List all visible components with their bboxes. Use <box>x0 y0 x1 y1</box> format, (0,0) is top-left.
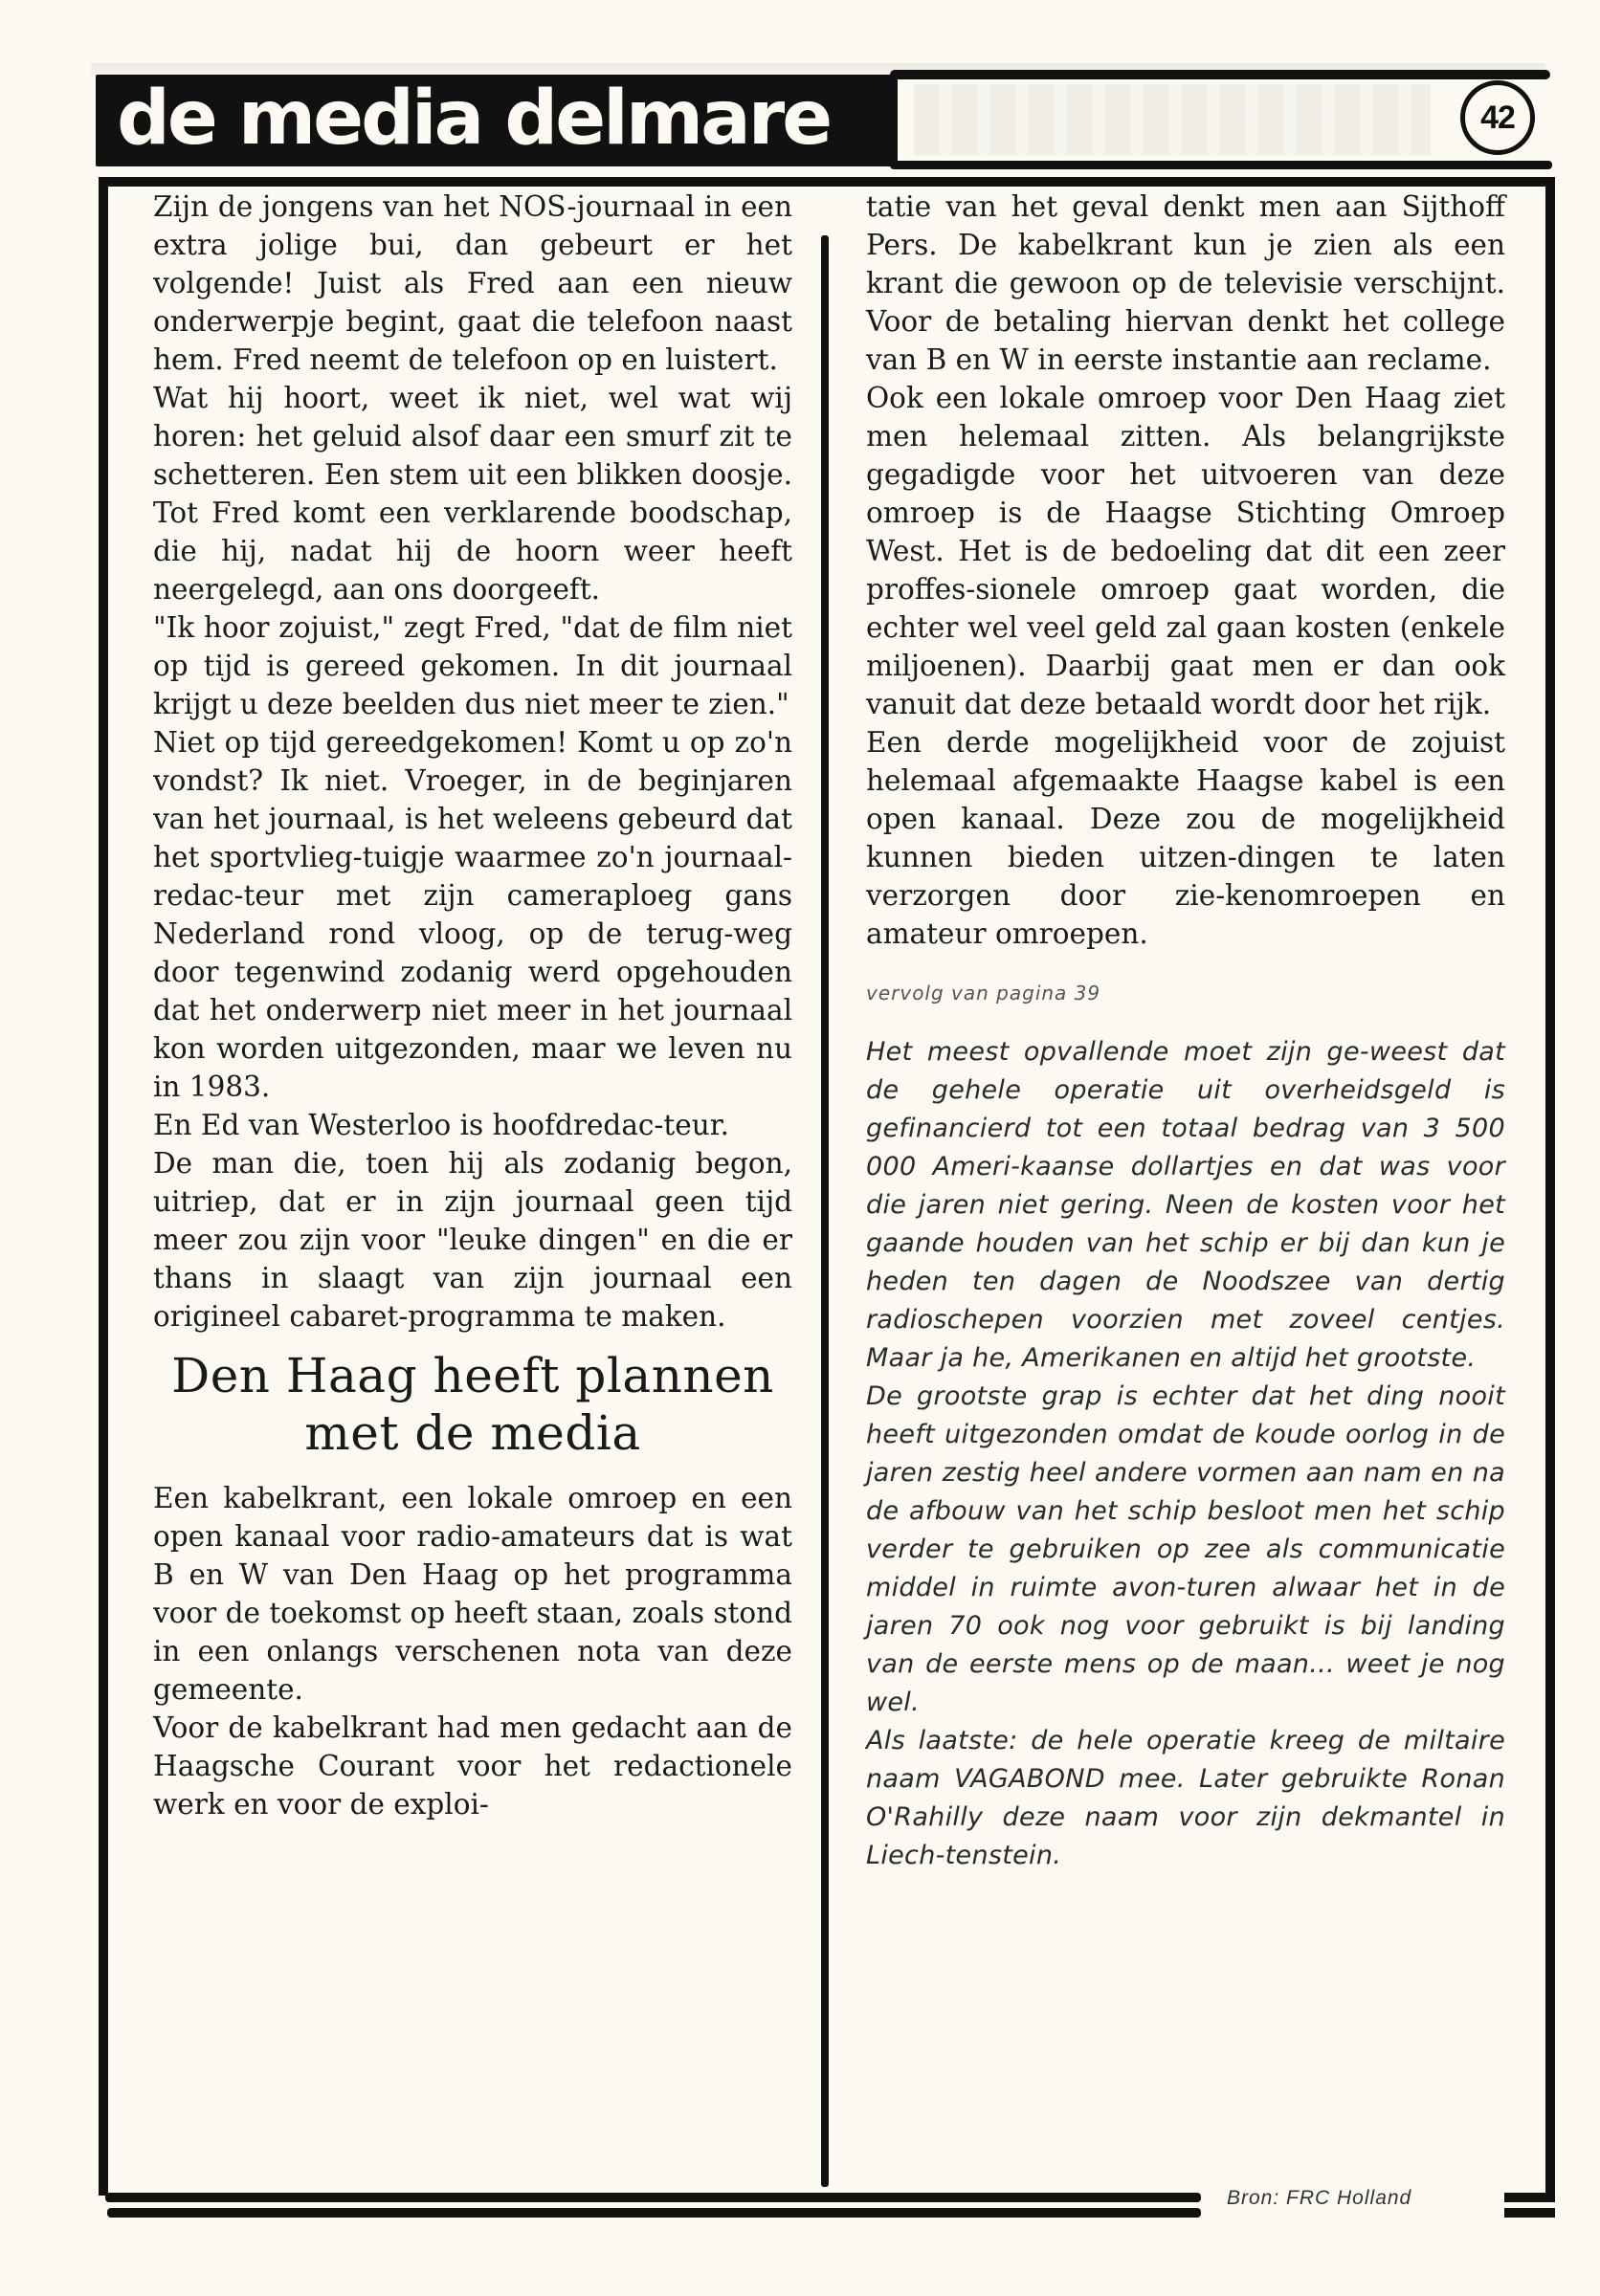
paragraph: Voor de kabelkrant had men gedacht aan de Haagsche Courant voor het redactionele werk en voor de exploi- <box>153 1711 792 1821</box>
paragraph: Het meest opvallende moet zijn ge-weest dat de gehele operatie uit overheidsgeld is gefinancierd tot een totaal bedrag van 3 500 000 Ameri-kaanse dollartjes en dat was voor die jaren niet gering. Neen de kosten voor het gaande houden van het schip er bij dan kun je heden ten dagen de Noodszee van dertig radioschepen voorzien met zoveel centjes. Maar ja he, Amerikanen en altijd het grootste. <box>866 1037 1505 1373</box>
masthead-banner <box>96 75 898 166</box>
continued-article <box>866 1033 1505 1875</box>
right-column <box>866 188 1505 1875</box>
page-number: 42 <box>1480 99 1515 136</box>
paragraph: Zijn de jongens van het NOS-journaal in een extra jolige bui, dan gebeurt er het volgende! Juist als Fred aan een nieuw onderwerpje begint, gaat die telefoon naast hem. Fred neemt de telefoon op en luistert. <box>153 190 792 376</box>
footer-rule-right-1 <box>1504 2193 1555 2202</box>
left-column <box>153 188 792 1823</box>
paragraph: Wat hij hoort, weet ik niet, wel wat wij horen: het geluid alsof daar een smurf zit te schetteren. Een stem uit een blikken doosje. Tot Fred komt een verklarende boodschap, die hij, nadat hij de hoorn weer heeft neergelegd, aan ons doorgeeft. <box>153 382 792 606</box>
header-rule-top <box>890 70 1550 79</box>
header-rule-bottom <box>890 161 1552 169</box>
paragraph: Ook een lokale omroep voor Den Haag ziet men helemaal zitten. Als belangrijkste gegadigde voor het uitvoeren van deze omroep is de Haagse Stichting Omroep West. Het is de bedoeling dat dit een zeer proffes-sionele omroep gaat worden, die echter wel veel geld zal gaan kosten (enkele miljoenen). Daarbij gaat men er dan ook vanuit dat deze betaald wordt door het rijk. <box>866 382 1505 720</box>
footer-rule-1 <box>105 2193 1201 2202</box>
paragraph: De grootste grap is echter dat het ding nooit heeft uitgezonden omdat de koude oorlog in de jaren zestig heel andere vormen aan nam en na de afbouw van het schip besloot men het schip verder te gebruiken op zee als communicatie middel in ruimte avon-turen alwaar het in de jaren 70 ook nog voor gebruikt is bij landing van de eerste mens op de maan... weet je nog wel. <box>866 1381 1505 1717</box>
paragraph: tatie van het geval denkt men aan Sijthoff Pers. De kabelkrant kun je zien als een krant die gewoon op de televisie verschijnt. Voor de betaling hiervan denkt het college van B en W in eerste instantie aan reclame. <box>866 190 1505 376</box>
paragraph: En Ed van Westerloo is hoofdredac-teur. <box>153 1109 729 1141</box>
masthead-title: de media delmare <box>117 76 831 162</box>
paragraph: Een derde mogelijkheid voor de zojuist helemaal afgemaakte Haagse kabel is een open kanaal. Deze zou de mogelijkheid kunnen bieden uitzen-dingen te laten verzorgen door zie-kenomroepen en amateur omroepen. <box>866 726 1505 950</box>
bleed-through-masthead <box>914 84 1431 155</box>
article-headline: Den Haag heeft plannen met de media <box>171 1348 774 1461</box>
paragraph: Niet op tijd gereedgekomen! Komt u op zo'n vondst? Ik niet. Vroeger, in de beginjaren van het journaal, is het weleens gebeurd dat het sportvlieg-tuigje waarmee zo'n journaal-redac-teur met zijn cameraploeg gans Nederland rond vloog, op de terug-weg door tegenwind zodanig werd opgehouden dat het onderwerp niet meer in het journaal kon worden uitgezonden, maar we leven nu in 1983. <box>153 726 792 1103</box>
footer-rule-right-2 <box>1504 2208 1555 2218</box>
paragraph: Als laatste: de hele operatie kreeg de miltaire naam VAGABOND mee. Later gebruikte Ronan O'Rahilly deze naam voor zijn dekmantel in Liech-tenstein. <box>866 1726 1505 1870</box>
source-credit: Bron: FRC Holland <box>1227 2187 1412 2209</box>
column-divider <box>821 235 829 2187</box>
footer-rule-2 <box>107 2208 1201 2218</box>
paragraph: "Ik hoor zojuist," zegt Fred, "dat de film niet op tijd is gereed gekomen. In dit journaal krijgt u deze beelden dus niet meer te zien." <box>153 611 792 720</box>
continuation-note: vervolg van pagina 39 <box>866 982 1101 1004</box>
paragraph: Een kabelkrant, een lokale omroep en een open kanaal voor radio-amateurs dat is wat B en W van Den Haag op het programma voor de toekomst op heeft staan, zoals stond in een onlangs verschenen nota van deze gemeente. <box>153 1482 792 1706</box>
paragraph: De man die, toen hij als zodanig begon, uitriep, dat er in zijn journaal geen tijd meer zou zijn voor "leuke dingen" en die er thans in slaagt van zijn journaal een origineel cabaret-programma te maken. <box>153 1147 792 1333</box>
page-number-badge <box>1460 80 1535 155</box>
